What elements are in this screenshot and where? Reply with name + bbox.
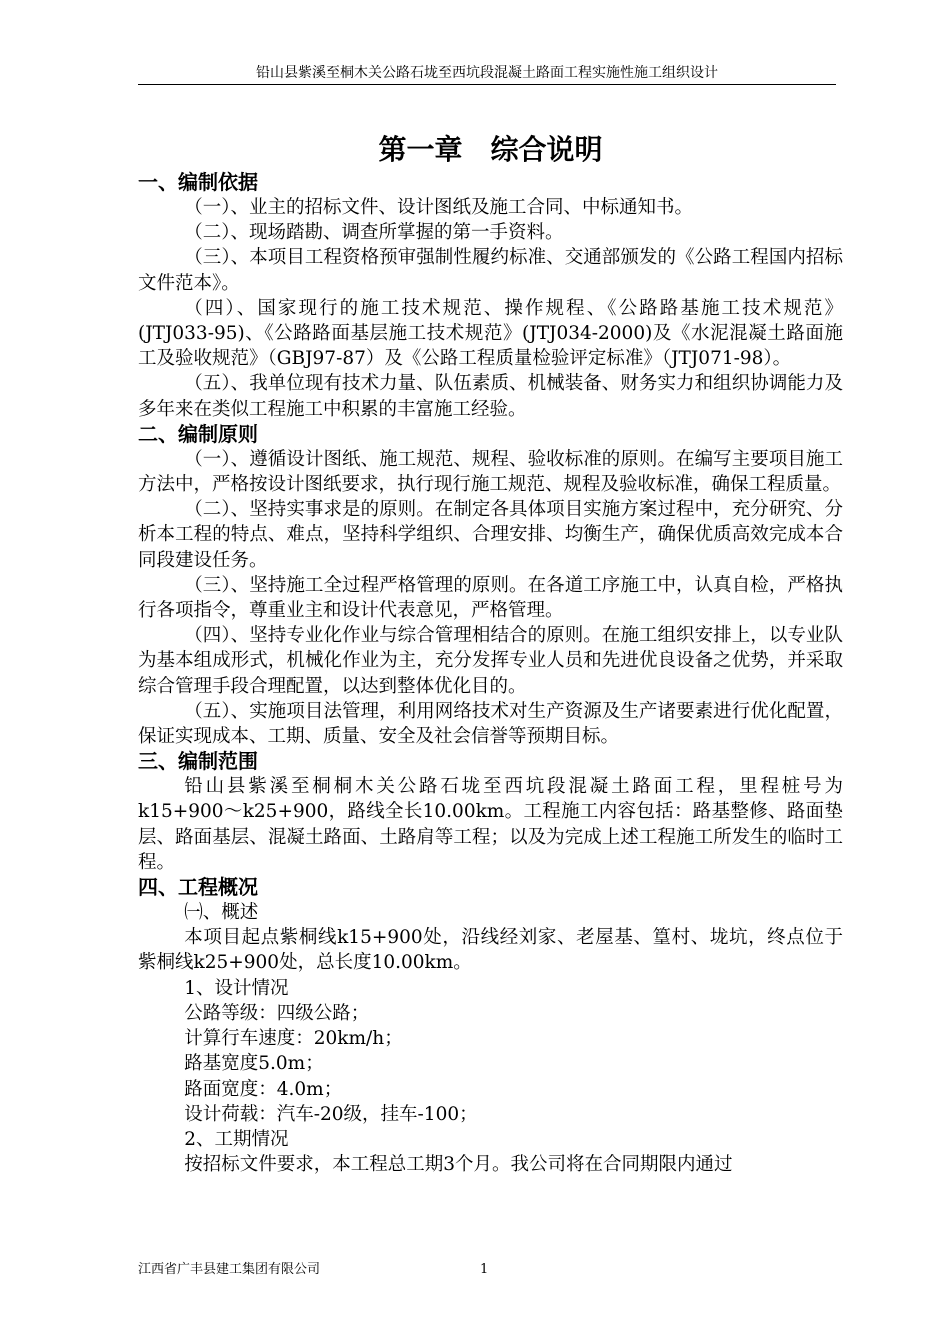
section-heading: 四、工程概况 [138, 875, 258, 900]
paragraph: 2、工期情况 [184, 1128, 289, 1150]
paragraph: （五）、我单位现有技术力量、队伍素质、机械装备、财务实力和组织协调能力及多年来在类似工程施工中积累的丰富施工经验。 [138, 373, 843, 420]
paragraph: （三）、坚持施工全过程严格管理的原则。在各道工序施工中，认真自检，严格执行各项指令，尊重业主和设计代表意见，严格管理。 [138, 574, 843, 622]
paragraph: 铅山县紫溪至桐桐木关公路石垅至西坑段混凝土路面工程，里程桩号为k15+900～k25+900，路线全长10.00km。工程施工内容包括：路基整修、路面垫层、路面基层、混凝土路面、土路肩等工程；以及为完成上述工程施工所发生的临时工程。 [138, 776, 843, 873]
page-number: 1 [480, 1262, 489, 1277]
paragraph: ㈠、概述 [184, 902, 259, 924]
chapter-title: 第一章 综合说明 [378, 133, 603, 166]
section-basis [138, 170, 843, 422]
paragraph: （二）、现场踏勘、调查所掌握的第一手资料。 [184, 222, 564, 244]
paragraph: （四）、坚持专业化作业与综合管理相结合的原则。在施工组织安排上，以专业队为基本组成形式，机械化作业为主，充分发挥专业人员和先进优良设备之优势，并采取综合管理手段合理配置，以达到整体优化目的。 [138, 625, 843, 697]
paragraph: 计算行车速度：20km/h； [184, 1028, 403, 1050]
paragraph: 本项目起点紫桐线k15+900处，沿线经刘家、老屋基、篁村、垅坑，终点位于紫桐线k25+900处，总长度10.00km。 [138, 927, 843, 974]
paragraph: （二）、坚持实事求是的原则。在制定各具体项目实施方案过程中，充分研究、分析本工程的特点、难点，坚持科学组织、合理安排、均衡生产，确保优质高效完成本合同段建设任务。 [138, 499, 843, 571]
section-heading: 二、编制原则 [138, 421, 258, 446]
paragraph: （一）、遵循设计图纸、施工规范、规程、验收标准的原则。在编写主要项目施工方法中，严格按设计图纸要求，执行现行施工规范、规程及验收标准，确保工程质量。 [138, 448, 843, 496]
paragraph: 公路等级：四级公路； [184, 1002, 370, 1024]
section-heading: 一、编制依据 [138, 170, 258, 194]
header-rule [138, 84, 836, 85]
section-principles [138, 422, 843, 749]
paragraph: 路基宽度5.0m； [184, 1053, 324, 1075]
paragraph: 1、设计情况 [184, 977, 289, 999]
paragraph: （五）、实施项目法管理，利用网络技术对生产资源及生产诸要素进行优化配置，保证实现成本、工期、质量、安全及社会信誉等预期目标。 [138, 700, 843, 748]
paragraph: 路面宽度：4.0m； [184, 1078, 343, 1100]
running-header: 铅山县紫溪至桐木关公路石垅至西坑段混凝土路面工程实施性施工组织设计 [256, 65, 718, 81]
footer-company: 江西省广丰县建工集团有限公司 [138, 1262, 321, 1277]
paragraph: （一）、业主的招标文件、设计图纸及施工合同、中标通知书。 [184, 197, 694, 218]
paragraph: 设计荷载：汽车-20级，挂车-100； [184, 1103, 478, 1125]
paragraph: （三）、本项目工程资格预审强制性履约标准、交通部颁发的《公路工程国内招标文件范本》。 [138, 247, 843, 294]
section-overview [138, 875, 843, 1177]
section-scope [138, 749, 843, 875]
paragraph: 按招标文件要求，本工程总工期3个月。我公司将在合同期限内通过 [184, 1154, 733, 1176]
section-heading: 三、编制范围 [138, 749, 258, 774]
page-body [138, 132, 843, 1177]
paragraph: （四）、国家现行的施工技术规范、操作规程、《公路路基施工技术规范》(JTJ033-95)、《公路路面基层施工技术规范》(JTJ034-2000)及《水泥混凝土路面施工及验收规范》（GBJ97-87）及《公路工程质量检验评定标准》（JTJ071-98）。 [138, 297, 843, 370]
